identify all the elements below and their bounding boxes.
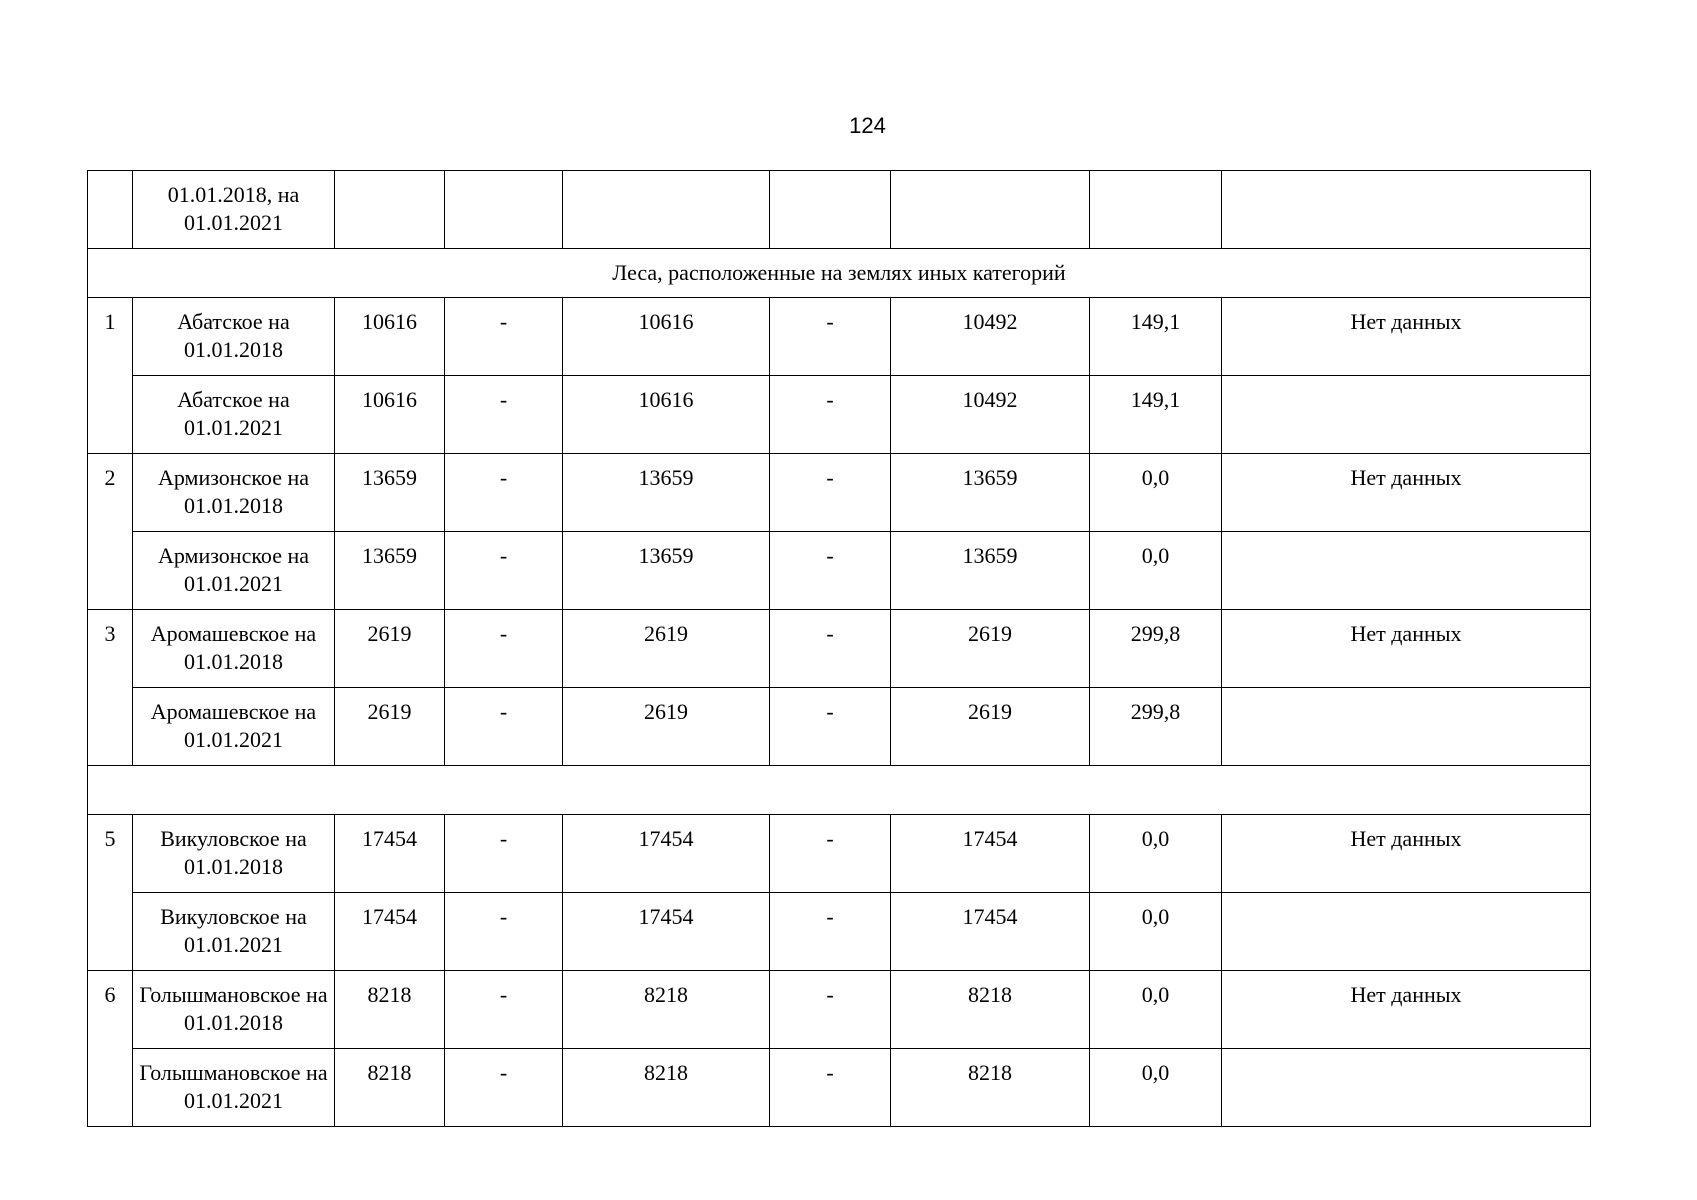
forest-data-table	[87, 170, 1591, 1127]
note-cell	[1222, 893, 1591, 971]
table-row	[88, 815, 1591, 893]
value-cell: 10616	[563, 298, 770, 376]
value-cell: 10616	[563, 376, 770, 454]
table-row	[88, 1049, 1591, 1127]
value-cell: -	[770, 532, 891, 610]
table-row	[88, 610, 1591, 688]
table-body	[88, 171, 1591, 1127]
note-cell: Нет данных	[1222, 610, 1591, 688]
name-cell: Армизонское на 01.01.2021	[133, 532, 335, 610]
value-cell: 149,1	[1090, 298, 1222, 376]
value-cell: -	[445, 893, 563, 971]
section-title: Леса, расположенные на землях иных категорий	[88, 249, 1591, 298]
value-cell: 17454	[563, 815, 770, 893]
value-cell: 8218	[563, 971, 770, 1049]
value-cell: -	[445, 610, 563, 688]
value-cell: 13659	[563, 532, 770, 610]
value-cell: -	[770, 610, 891, 688]
empty-cell	[88, 766, 1591, 815]
value-cell: 299,8	[1090, 610, 1222, 688]
value-cell: 13659	[563, 454, 770, 532]
row-number: 6	[88, 971, 133, 1127]
value-cell: -	[445, 454, 563, 532]
value-cell: 13659	[891, 454, 1090, 532]
value-cell: -	[445, 298, 563, 376]
value-cell: 0,0	[1090, 815, 1222, 893]
name-cell: Армизонское на 01.01.2018	[133, 454, 335, 532]
value-cell: -	[445, 532, 563, 610]
value-cell: -	[445, 1049, 563, 1127]
value-cell: 2619	[335, 688, 445, 766]
note-cell: Нет данных	[1222, 815, 1591, 893]
value-cell: 8218	[891, 971, 1090, 1049]
note-cell	[1222, 688, 1591, 766]
value-cell: 10616	[335, 298, 445, 376]
value-cell: 8218	[335, 971, 445, 1049]
note-cell	[1222, 171, 1591, 249]
value-cell: -	[770, 454, 891, 532]
value-cell: -	[770, 1049, 891, 1127]
value-cell: 10616	[335, 376, 445, 454]
name-cell: Голышмановское на 01.01.2021	[133, 1049, 335, 1127]
value-cell	[335, 171, 445, 249]
value-cell: 2619	[891, 610, 1090, 688]
value-cell	[891, 171, 1090, 249]
name-cell: Викуловское на 01.01.2021	[133, 893, 335, 971]
value-cell: 2619	[335, 610, 445, 688]
section-row	[88, 249, 1591, 298]
table-row	[88, 971, 1591, 1049]
table-row	[88, 688, 1591, 766]
table-row	[88, 532, 1591, 610]
value-cell: 0,0	[1090, 971, 1222, 1049]
table-row	[88, 893, 1591, 971]
page-number: 124	[849, 113, 886, 138]
value-cell: -	[445, 815, 563, 893]
value-cell: 17454	[335, 893, 445, 971]
value-cell: -	[445, 971, 563, 1049]
value-cell: 0,0	[1090, 532, 1222, 610]
name-cell: Аромашевское на 01.01.2018	[133, 610, 335, 688]
table-row	[88, 298, 1591, 376]
value-cell: 149,1	[1090, 376, 1222, 454]
note-cell: Нет данных	[1222, 971, 1591, 1049]
note-cell	[1222, 532, 1591, 610]
name-cell: Абатское на 01.01.2021	[133, 376, 335, 454]
row-number: 5	[88, 815, 133, 971]
value-cell: -	[770, 815, 891, 893]
value-cell: -	[770, 971, 891, 1049]
name-cell: 01.01.2018, на 01.01.2021	[133, 171, 335, 249]
value-cell: -	[770, 688, 891, 766]
row-number: 3	[88, 610, 133, 766]
value-cell: 13659	[335, 532, 445, 610]
row-number: 2	[88, 454, 133, 610]
name-cell: Абатское на 01.01.2018	[133, 298, 335, 376]
value-cell: -	[770, 893, 891, 971]
value-cell: 8218	[563, 1049, 770, 1127]
value-cell: 0,0	[1090, 454, 1222, 532]
value-cell: 17454	[891, 815, 1090, 893]
value-cell: 299,8	[1090, 688, 1222, 766]
value-cell: -	[445, 376, 563, 454]
value-cell: 17454	[891, 893, 1090, 971]
value-cell: 2619	[563, 610, 770, 688]
num-cell	[88, 171, 133, 249]
value-cell: -	[445, 688, 563, 766]
value-cell: 13659	[891, 532, 1090, 610]
value-cell: 0,0	[1090, 893, 1222, 971]
note-cell	[1222, 376, 1591, 454]
table-row	[88, 376, 1591, 454]
value-cell: -	[770, 376, 891, 454]
value-cell: 2619	[891, 688, 1090, 766]
name-cell: Аромашевское на 01.01.2021	[133, 688, 335, 766]
note-cell	[1222, 1049, 1591, 1127]
value-cell: 10492	[891, 376, 1090, 454]
name-cell: Голышмановское на 01.01.2018	[133, 971, 335, 1049]
table-row	[88, 171, 1591, 249]
value-cell: 17454	[335, 815, 445, 893]
table-row	[88, 454, 1591, 532]
name-cell: Викуловское на 01.01.2018	[133, 815, 335, 893]
value-cell	[1090, 171, 1222, 249]
note-cell: Нет данных	[1222, 454, 1591, 532]
value-cell: 0,0	[1090, 1049, 1222, 1127]
row-number: 1	[88, 298, 133, 454]
value-cell: -	[770, 298, 891, 376]
empty-row	[88, 766, 1591, 815]
value-cell: 2619	[563, 688, 770, 766]
value-cell: 17454	[563, 893, 770, 971]
note-cell: Нет данных	[1222, 298, 1591, 376]
value-cell	[563, 171, 770, 249]
value-cell: 13659	[335, 454, 445, 532]
value-cell	[770, 171, 891, 249]
value-cell	[445, 171, 563, 249]
value-cell: 8218	[335, 1049, 445, 1127]
value-cell: 10492	[891, 298, 1090, 376]
value-cell: 8218	[891, 1049, 1090, 1127]
